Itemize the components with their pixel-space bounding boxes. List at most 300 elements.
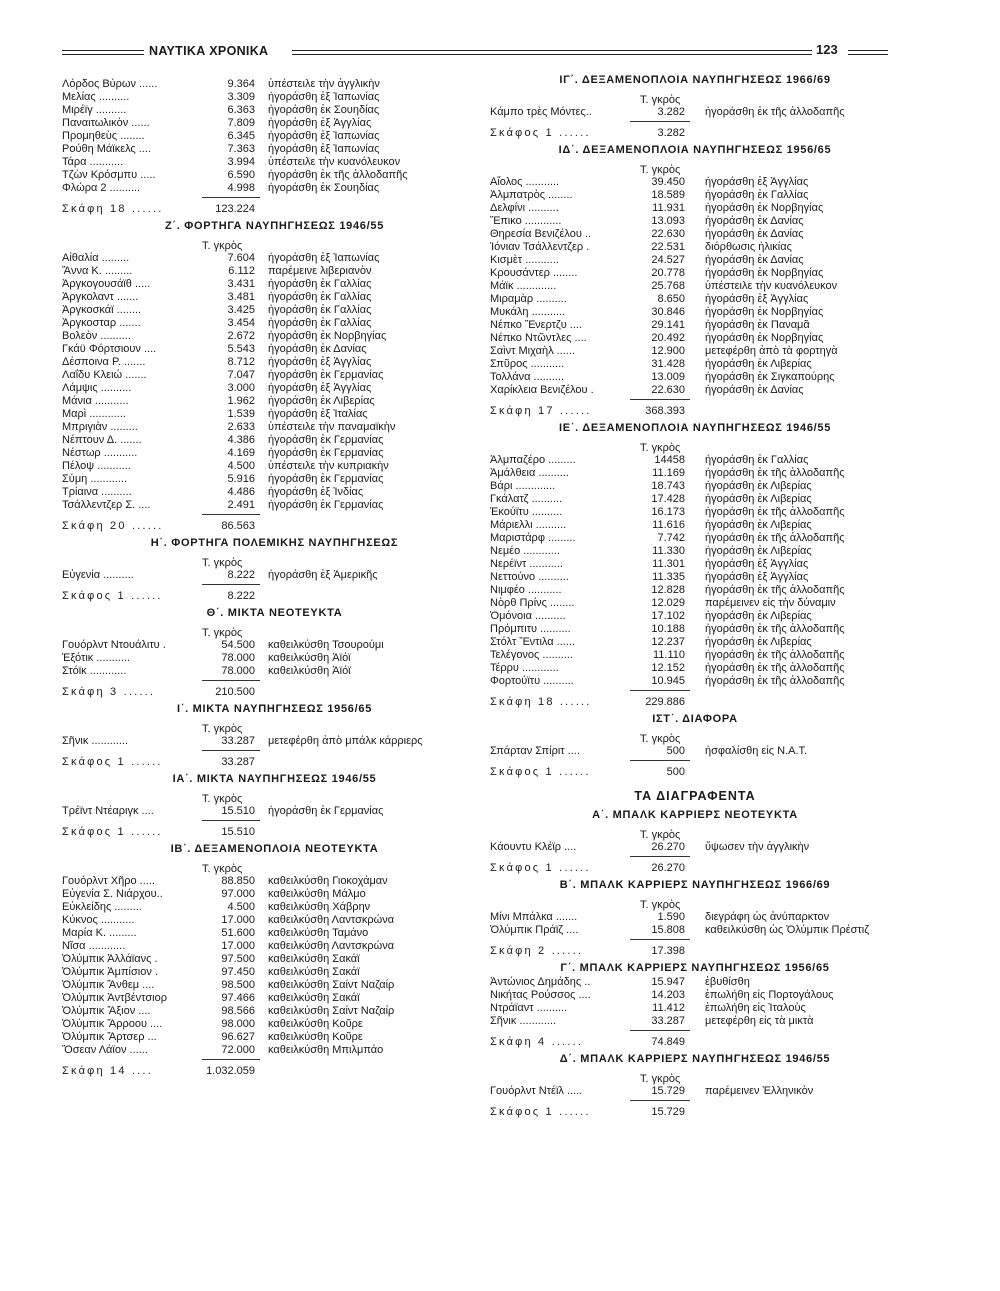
ship-row: [62, 914, 487, 927]
ship-row: [490, 480, 900, 493]
ship-name: Μαρὶ ............: [62, 408, 126, 420]
tonnage-value: 24.527: [651, 254, 685, 266]
ship-name: Σῆνικ ............: [62, 735, 129, 747]
ship-name: Κύκνος ...........: [62, 914, 135, 926]
ship-note: ἠγοράσθη ἐκ τῆς ἀλλοδαπῆς: [705, 584, 845, 596]
tonnage-value: 7.604: [227, 252, 255, 264]
total-value: 368.393: [645, 405, 685, 417]
tonnage-value: 2.672: [227, 330, 255, 342]
tonnage-value: 15.947: [651, 976, 685, 988]
tonnage-value: 31.428: [651, 358, 685, 370]
ship-row: [490, 332, 900, 345]
ship-note: ἐπωλήθη εἰς Πορτογάλους: [705, 989, 834, 1001]
tonnage-value: 97.450: [221, 966, 255, 978]
total-value: 210.500: [215, 686, 255, 698]
ship-row: [62, 735, 487, 748]
magazine-title: ΝΑΥΤΙΚΑ ΧΡΟΝΙΚΑ: [144, 44, 273, 58]
ship-note: ἠγοράσθη ἐξ Ἀγγλίας: [268, 117, 372, 129]
ship-note: ἠγοράσθη ἐξ Ἰαπωνίας: [268, 143, 380, 155]
ship-name: Πρόμπιτυ ..........: [490, 623, 571, 635]
ship-note: ἠγοράσθη ἐξ Ἀμερικῆς: [268, 569, 378, 581]
ship-name: Ὀλύμπικ Ἄξιον ....: [62, 1005, 151, 1017]
ship-name: Ὀλύμπικ Ἀντβέντσιορ: [62, 992, 167, 1004]
ship-name: Μιραμὰρ ..........: [490, 293, 567, 305]
ship-note: ἠγοράσθη ἐκ Δανίας: [705, 384, 804, 396]
ship-row: [62, 252, 487, 265]
section-left-4: [62, 703, 487, 769]
ship-name: Ἀργκοσταρ .......: [62, 317, 141, 329]
unit-label: Τ. γκρὸς: [640, 829, 681, 841]
total-label: Σκάφη 18 ......: [62, 203, 164, 215]
ship-note: ἠγοράσθη ἐκ τῆς ἀλλοδαπῆς: [705, 623, 845, 635]
ship-row: [62, 330, 487, 343]
unit-label: Τ. γκρὸς: [202, 627, 243, 639]
ship-note: καθειλκύσθη Σακάϊ: [268, 992, 360, 1004]
ship-name: Μελίας ..........: [62, 91, 130, 103]
total-label: Σκάφη 3 ......: [62, 686, 156, 698]
ship-row: [62, 265, 487, 278]
ship-note: ἠγοράσθη ἐξ Ἰνδίας: [268, 486, 364, 498]
total-label: Σκάφος 1 ......: [490, 766, 591, 778]
tonnage-value: 12.152: [651, 662, 685, 674]
ship-row: [490, 571, 900, 584]
ship-row: [62, 408, 487, 421]
tonnage-value: 10.188: [651, 623, 685, 635]
ship-note: καθειλκύσθη Λαντσκρώνα: [268, 914, 395, 926]
total-value: 3.282: [657, 127, 685, 139]
ship-row: [62, 486, 487, 499]
section-title: Γ΄. ΜΠΑΛΚ ΚΑΡΡΙΕΡΣ ΝΑΥΠΗΓΗΣΕΩΣ 1956/65: [560, 962, 830, 974]
ship-note: ἠγοράσθη ἐκ Γαλλίας: [268, 291, 372, 303]
ship-name: Νεμέο ............: [490, 545, 560, 557]
total-rule: [202, 584, 260, 585]
header-rule-left: [62, 50, 146, 55]
tonnage-value: 1.962: [227, 395, 255, 407]
ship-note: ἠγοράσθη ἐκ Λιβερίας: [705, 493, 812, 505]
tonnage-value: 5.543: [227, 343, 255, 355]
ship-row: [490, 189, 900, 202]
tonnage-value: 15.729: [651, 1085, 685, 1097]
section-total: [62, 685, 487, 699]
deleted-heading: ΤΑ ΔΙΑΓΡΑΦΕΝΤΑ: [634, 789, 756, 803]
ship-name: Μίνι Μπάλκα .......: [490, 911, 578, 923]
ship-name: Πέλοψ ...........: [62, 460, 131, 472]
ship-row: [62, 966, 487, 979]
unit-label: Τ. γκρὸς: [202, 723, 243, 735]
ship-row: [490, 519, 900, 532]
section-title: Θ΄. ΜΙΚΤΑ ΝΕΟΤΕΥΚΤΑ: [206, 607, 343, 619]
tonnage-value: 22.630: [651, 384, 685, 396]
ship-name: Τσάλλεντζερ Σ. ....: [62, 499, 151, 511]
tonnage-value: 11.335: [652, 571, 685, 583]
tonnage-value: 10.945: [651, 675, 685, 687]
ship-name: Εὐγενία ..........: [62, 569, 134, 581]
ship-row: [62, 1018, 487, 1031]
total-rule: [630, 1030, 690, 1031]
ship-name: Ρούθη Μάϊκελς ....: [62, 143, 151, 155]
tonnage-value: 8.222: [227, 569, 255, 581]
ship-name: Τρίαινα ..........: [62, 486, 132, 498]
ship-note: ἠγοράσθη ἐκ Γερμανίας: [268, 434, 384, 446]
ship-name: Σπῦρος ...........: [490, 358, 565, 370]
ship-note: καθειλκύσθη Ταμάνο: [268, 927, 369, 939]
ship-row: [490, 662, 900, 675]
total-value: 86.563: [221, 520, 255, 532]
section-title: Α΄. ΜΠΑΛΚ ΚΑΡΡΙΕΡΣ ΝΕΟΤΕΥΚΤΑ: [592, 809, 798, 821]
tonnage-value: 1.539: [227, 408, 255, 420]
ship-name: Γουόρλντ Χῆρο .....: [62, 875, 155, 887]
unit-label: Τ. γκρὸς: [640, 733, 681, 745]
ship-row: [62, 888, 487, 901]
ship-row: [62, 499, 487, 512]
ship-row: [490, 371, 900, 384]
ship-row: [62, 1005, 487, 1018]
ship-row: [62, 569, 487, 582]
tonnage-value: 3.282: [657, 106, 685, 118]
section-total: [62, 519, 487, 533]
total-value: 15.510: [221, 826, 255, 838]
ship-name: Στόϊκ ............: [62, 665, 127, 677]
ship-row: [62, 901, 487, 914]
ship-note: ἠγοράσθη ἐκ Λιβερίας: [705, 358, 812, 370]
ship-row: [490, 989, 900, 1002]
ship-name: Κισμὲτ ...........: [490, 254, 559, 266]
section-total: [62, 589, 487, 603]
total-rule: [630, 760, 690, 761]
header-rule-right: [848, 50, 888, 55]
ship-name: Σαὶντ Μιχαὴλ ......: [490, 345, 575, 357]
ship-name: Γουόρλντ Ντουάλιτυ .: [62, 639, 166, 651]
tonnage-value: 7.047: [227, 369, 255, 381]
ship-note: καθειλκύσθη Μάλμο: [268, 888, 366, 900]
tonnage-value: 15.510: [221, 805, 255, 817]
ship-note: ἠγοράσθη ἐκ τῆς ἀλλοδαπῆς: [705, 467, 845, 479]
tonnage-value: 11.301: [652, 558, 685, 570]
ship-row: [62, 130, 487, 143]
ship-name: Σῆνικ ............: [490, 1015, 557, 1027]
ship-name: Λαΐδυ Κλειώ .......: [62, 369, 147, 381]
tonnage-value: 4.486: [227, 486, 255, 498]
ship-note: ἠγοράσθη ἐκ τῆς ἀλλοδαπῆς: [268, 169, 408, 181]
unit-label: Τ. γκρὸς: [202, 793, 243, 805]
section-total: [490, 1105, 900, 1119]
tonnage-value: 78.000: [221, 665, 255, 677]
ship-name: Ντράϊαντ ..........: [490, 1002, 568, 1014]
tonnage-value: 6.363: [227, 104, 255, 116]
ship-row: [490, 584, 900, 597]
ship-note: ἠγοράσθη ἐκ τῆς ἀλλοδαπῆς: [705, 675, 845, 687]
total-label: Σκάφη 4 ......: [490, 1036, 584, 1048]
total-rule: [630, 1100, 690, 1101]
ship-name: Βολεὸν ..........: [62, 330, 131, 342]
section-total: [62, 1064, 487, 1078]
ship-note: καθειλκύσθη Τσουρούμι: [268, 639, 384, 651]
section-total: [62, 755, 487, 769]
ship-note: ἠγοράσθη ἐκ Γερμανίας: [268, 447, 384, 459]
ship-note: ἠγοράσθη ἐκ Λιβερίας: [705, 480, 812, 492]
ship-note: ἠγοράσθη ἐξ Ἀγγλίας: [268, 356, 372, 368]
ship-note: ἠγοράσθη ἐκ Γαλλίας: [705, 189, 809, 201]
ship-note: ἠγοράσθη ἐκ τῆς ἀλλοδαπῆς: [705, 649, 845, 661]
ship-note: ἠγοράσθη ἐξ Ἀγγλίας: [705, 558, 809, 570]
ship-note: διόρθωσις ἡλικίας: [705, 241, 792, 253]
tonnage-value: 22.531: [651, 241, 685, 253]
page-header: [62, 44, 888, 64]
tonnage-value: 98.566: [221, 1005, 255, 1017]
section-total: [490, 765, 900, 779]
ship-row: [490, 1015, 900, 1028]
ship-row: [62, 182, 487, 195]
ship-row: [490, 319, 900, 332]
ship-name: Κάουντυ Κλέϊρ ....: [490, 841, 577, 853]
ship-name: Ἀμάλθεια ..........: [490, 467, 569, 479]
tonnage-value: 7.809: [227, 117, 255, 129]
ship-name: Στόλτ Ἔντιλα ......: [490, 636, 576, 648]
total-rule: [630, 399, 690, 400]
tonnage-value: 6.590: [227, 169, 255, 181]
tonnage-value: 12.828: [651, 584, 685, 596]
tonnage-value: 8.712: [227, 356, 255, 368]
tonnage-value: 26.270: [651, 841, 685, 853]
tonnage-value: 4.386: [227, 434, 255, 446]
ship-name: Τέρρυ ............: [490, 662, 559, 674]
ship-name: Ὄσεαν Λάϊον ......: [62, 1044, 148, 1056]
total-label: Σκάφος 1 ......: [490, 127, 591, 139]
ship-note: ἠγοράσθη ἐκ Σιγκαπούρης: [705, 371, 835, 383]
tonnage-value: 11.931: [652, 202, 685, 214]
tonnage-value: 96.627: [221, 1031, 255, 1043]
tonnage-value: 25.768: [651, 280, 685, 292]
ship-name: Φορτούϊτυ ..........: [490, 675, 574, 687]
ship-row: [490, 558, 900, 571]
section-total: [490, 695, 900, 709]
ship-row: [62, 169, 487, 182]
ship-name: Μιρέϊγ ..........: [62, 104, 127, 116]
total-rule: [202, 1059, 260, 1060]
total-rule: [630, 939, 690, 940]
section-left-2: [62, 537, 487, 603]
ship-name: Ἀλμπαζέρο .........: [490, 454, 576, 466]
ship-note: ἠγοράσθη ἐκ Νορβηγίας: [705, 202, 824, 214]
tonnage-value: 11.110: [652, 649, 685, 661]
ship-row: [62, 639, 487, 652]
ship-name: Ὀλύμπικ Ἀμπίσιον .: [62, 966, 158, 978]
ship-note: ὑπέστειλε τὴν κυανόλευκον: [705, 280, 838, 292]
ship-name: Σπάρταν Σπίριτ ....: [490, 745, 580, 757]
ship-name: Ὀλύμπικ Πράϊζ ....: [490, 924, 579, 936]
ship-row: [490, 649, 900, 662]
ship-row: [62, 117, 487, 130]
ship-note: ἠγοράσθη ἐξ Ἀγγλίας: [268, 382, 372, 394]
total-value: 74.849: [651, 1036, 685, 1048]
ship-name: Βάρι .............: [490, 480, 556, 492]
ship-name: Χαρίκλεια Βενιζέλου .: [490, 384, 594, 396]
ship-name: Νέπτουν Δ. .......: [62, 434, 142, 446]
tonnage-value: 8.650: [657, 293, 685, 305]
total-label: Σκάφος 1 ......: [490, 1106, 591, 1118]
ship-note: ἠγοράσθη ἐκ Σουηδίας: [268, 182, 380, 194]
total-rule: [202, 197, 260, 198]
ship-note: ὕψωσεν τὴν ἀγγλικὴν: [705, 841, 810, 853]
ship-name: Νικήτας Ρούσσος ....: [490, 989, 591, 1001]
total-rule: [630, 690, 690, 691]
ship-name: Λόρδος Βύρων ......: [62, 78, 158, 90]
ship-note: καθειλκύσθη Σακάϊ: [268, 953, 360, 965]
tonnage-value: 29.141: [651, 319, 685, 331]
tonnage-value: 11.412: [652, 1002, 685, 1014]
ship-row: [62, 382, 487, 395]
section-total: [490, 944, 900, 958]
ship-row: [490, 384, 900, 397]
ship-note: καθειλκύσθη ὡς Ὀλύμπικ Πρέστιζ: [705, 924, 870, 936]
ship-note: ἠγοράσθη ἐκ τῆς ἀλλοδαπῆς: [705, 662, 845, 674]
ship-note: παρέμεινε λιβεριανὸν: [268, 265, 372, 277]
ship-name: Μάνια ...........: [62, 395, 129, 407]
ship-row: [490, 358, 900, 371]
ship-note: ἠγοράσθη ἐκ Νορβηγίας: [705, 332, 824, 344]
ship-name: Ἰόνιαν Τσάλλεντζερ .: [490, 241, 590, 253]
ship-note: καθειλκύσθη Μπιλμπάο: [268, 1044, 384, 1056]
ship-note: καθειλκύσθη Σαίντ Ναζαίρ: [268, 1005, 395, 1017]
ship-row: [490, 202, 900, 215]
total-value: 1.032.059: [206, 1065, 255, 1077]
ship-name: Νερέϊντ ...........: [490, 558, 563, 570]
section-left-6: [62, 843, 487, 1078]
ship-note: καθειλκύσθη Κοῦρε: [268, 1031, 363, 1043]
ship-row: [490, 106, 900, 119]
total-rule: [630, 121, 690, 122]
ship-name: Μαρία Κ. .........: [62, 927, 137, 939]
section-right-7: [490, 1053, 900, 1119]
ship-note: ἠσφαλίσθη εἰς Ν.Α.Τ.: [705, 745, 808, 757]
ship-note: ἠγοράσθη ἐκ Λιβερίας: [705, 610, 812, 622]
ship-name: Μάϊκ .............: [490, 280, 557, 292]
tonnage-value: 3.431: [227, 278, 255, 290]
ship-note: ὑπέστειλε τὴν ἀγγλικὴν: [268, 78, 380, 90]
tonnage-value: 9.364: [227, 78, 255, 90]
ship-row: [62, 91, 487, 104]
total-value: 26.270: [651, 862, 685, 874]
ship-note: ἠγοράσθη ἐκ Λιβερίας: [705, 636, 812, 648]
ship-row: [62, 395, 487, 408]
ship-note: ἠγοράσθη ἐκ Γαλλίας: [268, 317, 372, 329]
ship-note: ἠγοράσθη ἐξ Ἰταλίας: [268, 408, 368, 420]
ship-name: Τζὼν Κρόσμπυ .....: [62, 169, 156, 181]
total-rule: [202, 514, 260, 515]
ship-note: ὑπέστειλε τὴν παναμαϊκὴν: [268, 421, 396, 433]
ship-note: ἠγοράσθη ἐκ Γερμανίας: [268, 499, 384, 511]
tonnage-value: 6.345: [227, 130, 255, 142]
ship-row: [490, 306, 900, 319]
ship-row: [62, 992, 487, 1005]
ship-note: ἠγοράσθη ἐκ Γερμανίας: [268, 805, 384, 817]
tonnage-value: 22.630: [651, 228, 685, 240]
unit-label: Τ. γκρὸς: [640, 164, 681, 176]
tonnage-value: 14458: [654, 454, 685, 466]
ship-name: Μαριστάρφ .........: [490, 532, 576, 544]
tonnage-value: 54.500: [221, 639, 255, 651]
ship-note: ἠγοράσθη ἐκ Γερμανίας: [268, 473, 384, 485]
unit-label: Τ. γκρὸς: [640, 899, 681, 911]
section-title: ΙΓ΄. ΔΕΞΑΜΕΝΟΠΛΟΙΑ ΝΑΥΠΗΓΗΣΕΩΣ 1966/69: [559, 74, 831, 86]
ship-name: Ὁμόνοια ..........: [490, 610, 566, 622]
section-right-1: [490, 144, 900, 418]
ship-row: [490, 293, 900, 306]
ship-note: καθειλκύσθη Γιοκοχάμαν: [268, 875, 388, 887]
ship-note: ἠγοράσθη ἐκ Λιβερίας: [705, 519, 812, 531]
total-value: 8.222: [227, 590, 255, 602]
ship-name: Εὐγενία Σ. Νιάρχου..: [62, 888, 163, 900]
ship-row: [490, 228, 900, 241]
section-title: ΙΣΤ΄. ΔΙΑΦΟΡΑ: [652, 713, 738, 725]
tonnage-value: 98.000: [221, 1018, 255, 1030]
tonnage-value: 4.500: [227, 460, 255, 472]
ship-name: Τολλάνα ..........: [490, 371, 565, 383]
ship-row: [62, 447, 487, 460]
ship-row: [490, 454, 900, 467]
ship-row: [62, 434, 487, 447]
ship-name: Γουόρλντ Ντέϊλ .....: [490, 1085, 583, 1097]
ship-name: Φλώρα 2 ..........: [62, 182, 141, 194]
ship-note: ἠγοράσθη ἐκ Λιβερίας: [268, 395, 375, 407]
ship-row: [490, 545, 900, 558]
ship-row: [62, 104, 487, 117]
tonnage-value: 11.616: [652, 519, 685, 531]
ship-name: Νέπκο Ντῶντλες ....: [490, 332, 587, 344]
tonnage-value: 17.000: [221, 914, 255, 926]
ship-name: Κάμπο τρὲς Μόντες..: [490, 106, 592, 118]
ship-name: Ὀλύμπικ Ἄνθεμ ....: [62, 979, 155, 991]
ship-row: [490, 636, 900, 649]
unit-label: Τ. γκρὸς: [202, 863, 243, 875]
ship-row: [490, 610, 900, 623]
ship-row: [62, 317, 487, 330]
tonnage-value: 97.000: [221, 888, 255, 900]
ship-name: Νέπκο Ἔνερτζυ ....: [490, 319, 583, 331]
unit-label: Τ. γκρὸς: [202, 557, 243, 569]
ship-note: καθειλκύσθη Χάβρην: [268, 901, 371, 913]
ship-row: [62, 953, 487, 966]
ship-note: ἠγοράσθη ἐκ Γαλλίας: [268, 278, 372, 290]
tonnage-value: 20.492: [651, 332, 685, 344]
header-rule-middle: [292, 50, 812, 55]
total-rule: [202, 680, 260, 681]
ship-note: ἠγοράσθη ἐξ Ἰαπωνίας: [268, 91, 380, 103]
page-number: 123: [812, 42, 842, 57]
ship-note: ἠγοράσθη ἐκ Σουηδίας: [268, 104, 380, 116]
ship-name: Ἀλμπατρὸς ........: [490, 189, 573, 201]
ship-row: [62, 665, 487, 678]
ship-row: [490, 745, 900, 758]
ship-row: [490, 532, 900, 545]
ship-note: μετεφέρθη ἀπὸ μπάλκ κάρριερς: [268, 735, 423, 747]
ship-note: καθειλκύσθη Ἀϊόϊ: [268, 665, 351, 677]
ship-name: Αἴολος ...........: [490, 176, 560, 188]
tonnage-value: 18.743: [651, 480, 685, 492]
ship-note: ἠγοράσθη ἐκ τῆς ἀλλοδαπῆς: [705, 506, 845, 518]
ship-row: [62, 473, 487, 486]
tonnage-value: 13.093: [651, 215, 685, 227]
ship-row: [490, 623, 900, 636]
ship-note: ἠγοράσθη ἐξ Ἰαπωνίας: [268, 130, 380, 142]
ship-name: Ἀντώνιος Δημάδης ..: [490, 976, 591, 988]
tonnage-value: 11.330: [652, 545, 685, 557]
ship-note: καθειλκύσθη Ἀϊόϊ: [268, 652, 351, 664]
ship-note: παρέμεινεν εἰς τὴν δύναμιν: [705, 597, 836, 609]
total-value: 500: [666, 766, 685, 778]
ship-row: [62, 875, 487, 888]
section-right-0: [490, 74, 900, 140]
